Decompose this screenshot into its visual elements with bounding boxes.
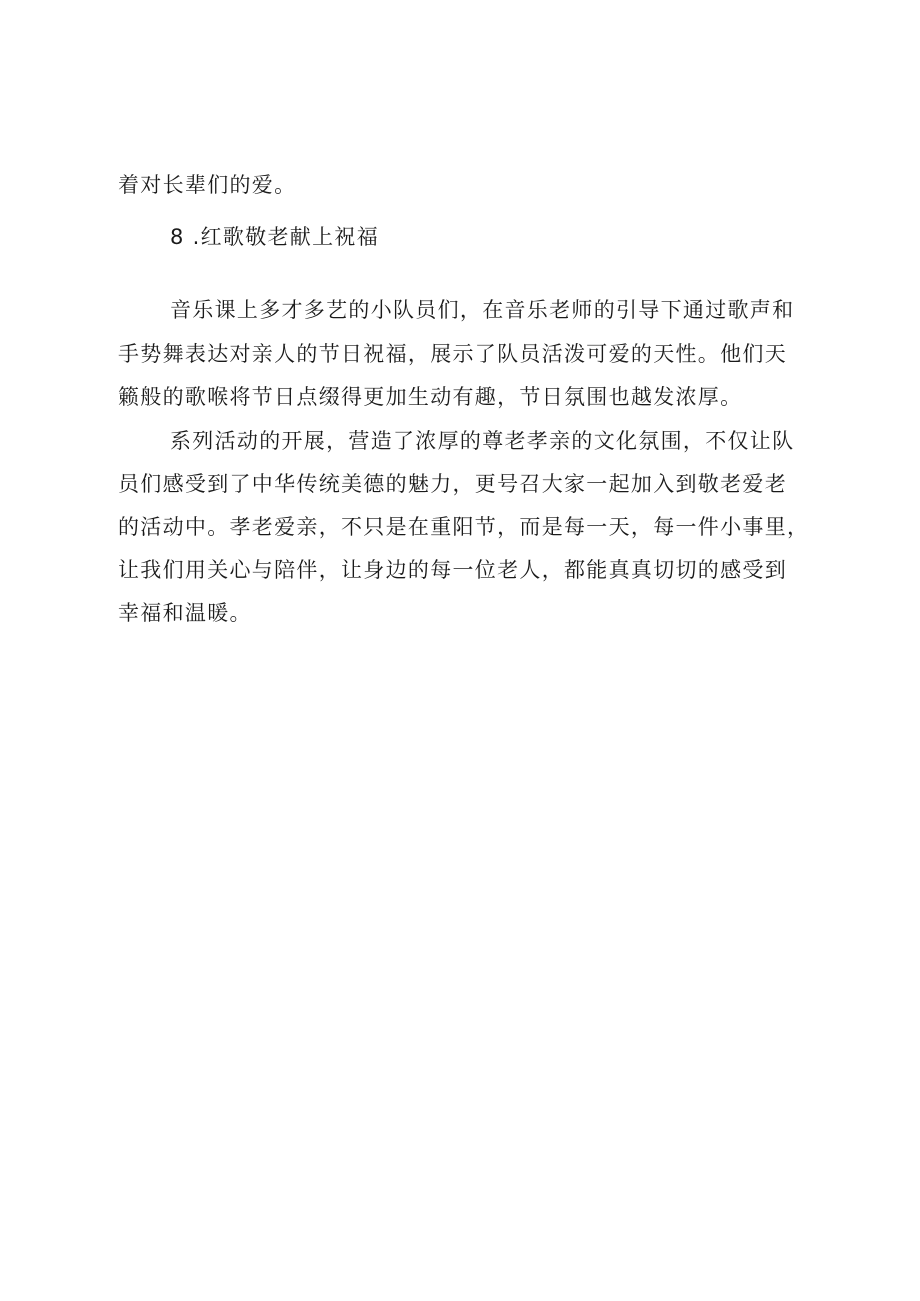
- paragraph-line: 让我们用关心与陪伴，让身边的每一位老人，都能真真切切的感受到: [118, 558, 787, 582]
- paragraph-line: 籁般的歌喉将节日点缀得更加生动有趣，节日氛围也越发浓厚。: [118, 385, 743, 409]
- paragraph-line: 手势舞表达对亲人的节日祝福，展示了队员活泼可爱的天性。他们天: [118, 342, 787, 366]
- paragraph-line: 的活动中。孝老爱亲，不只是在重阳节，而是每一天，每一件小事里，: [118, 515, 810, 539]
- paragraph-line: 系列活动的开展，营造了浓厚的尊老孝亲的文化氛围，不仅让队: [170, 429, 795, 453]
- paragraph-line: 幸福和温暖。: [118, 601, 252, 625]
- paragraph-line: 音乐课上多才多艺的小队员们，在音乐老师的引导下通过歌声和: [170, 298, 795, 322]
- continuation-line: 着对长辈们的爱。: [118, 173, 297, 197]
- paragraph-line: 员们感受到了中华传统美德的魅力，更号召大家一起加入到敬老爱老: [118, 472, 787, 496]
- section-heading: 8 .红歌敬老献上祝福: [170, 225, 380, 249]
